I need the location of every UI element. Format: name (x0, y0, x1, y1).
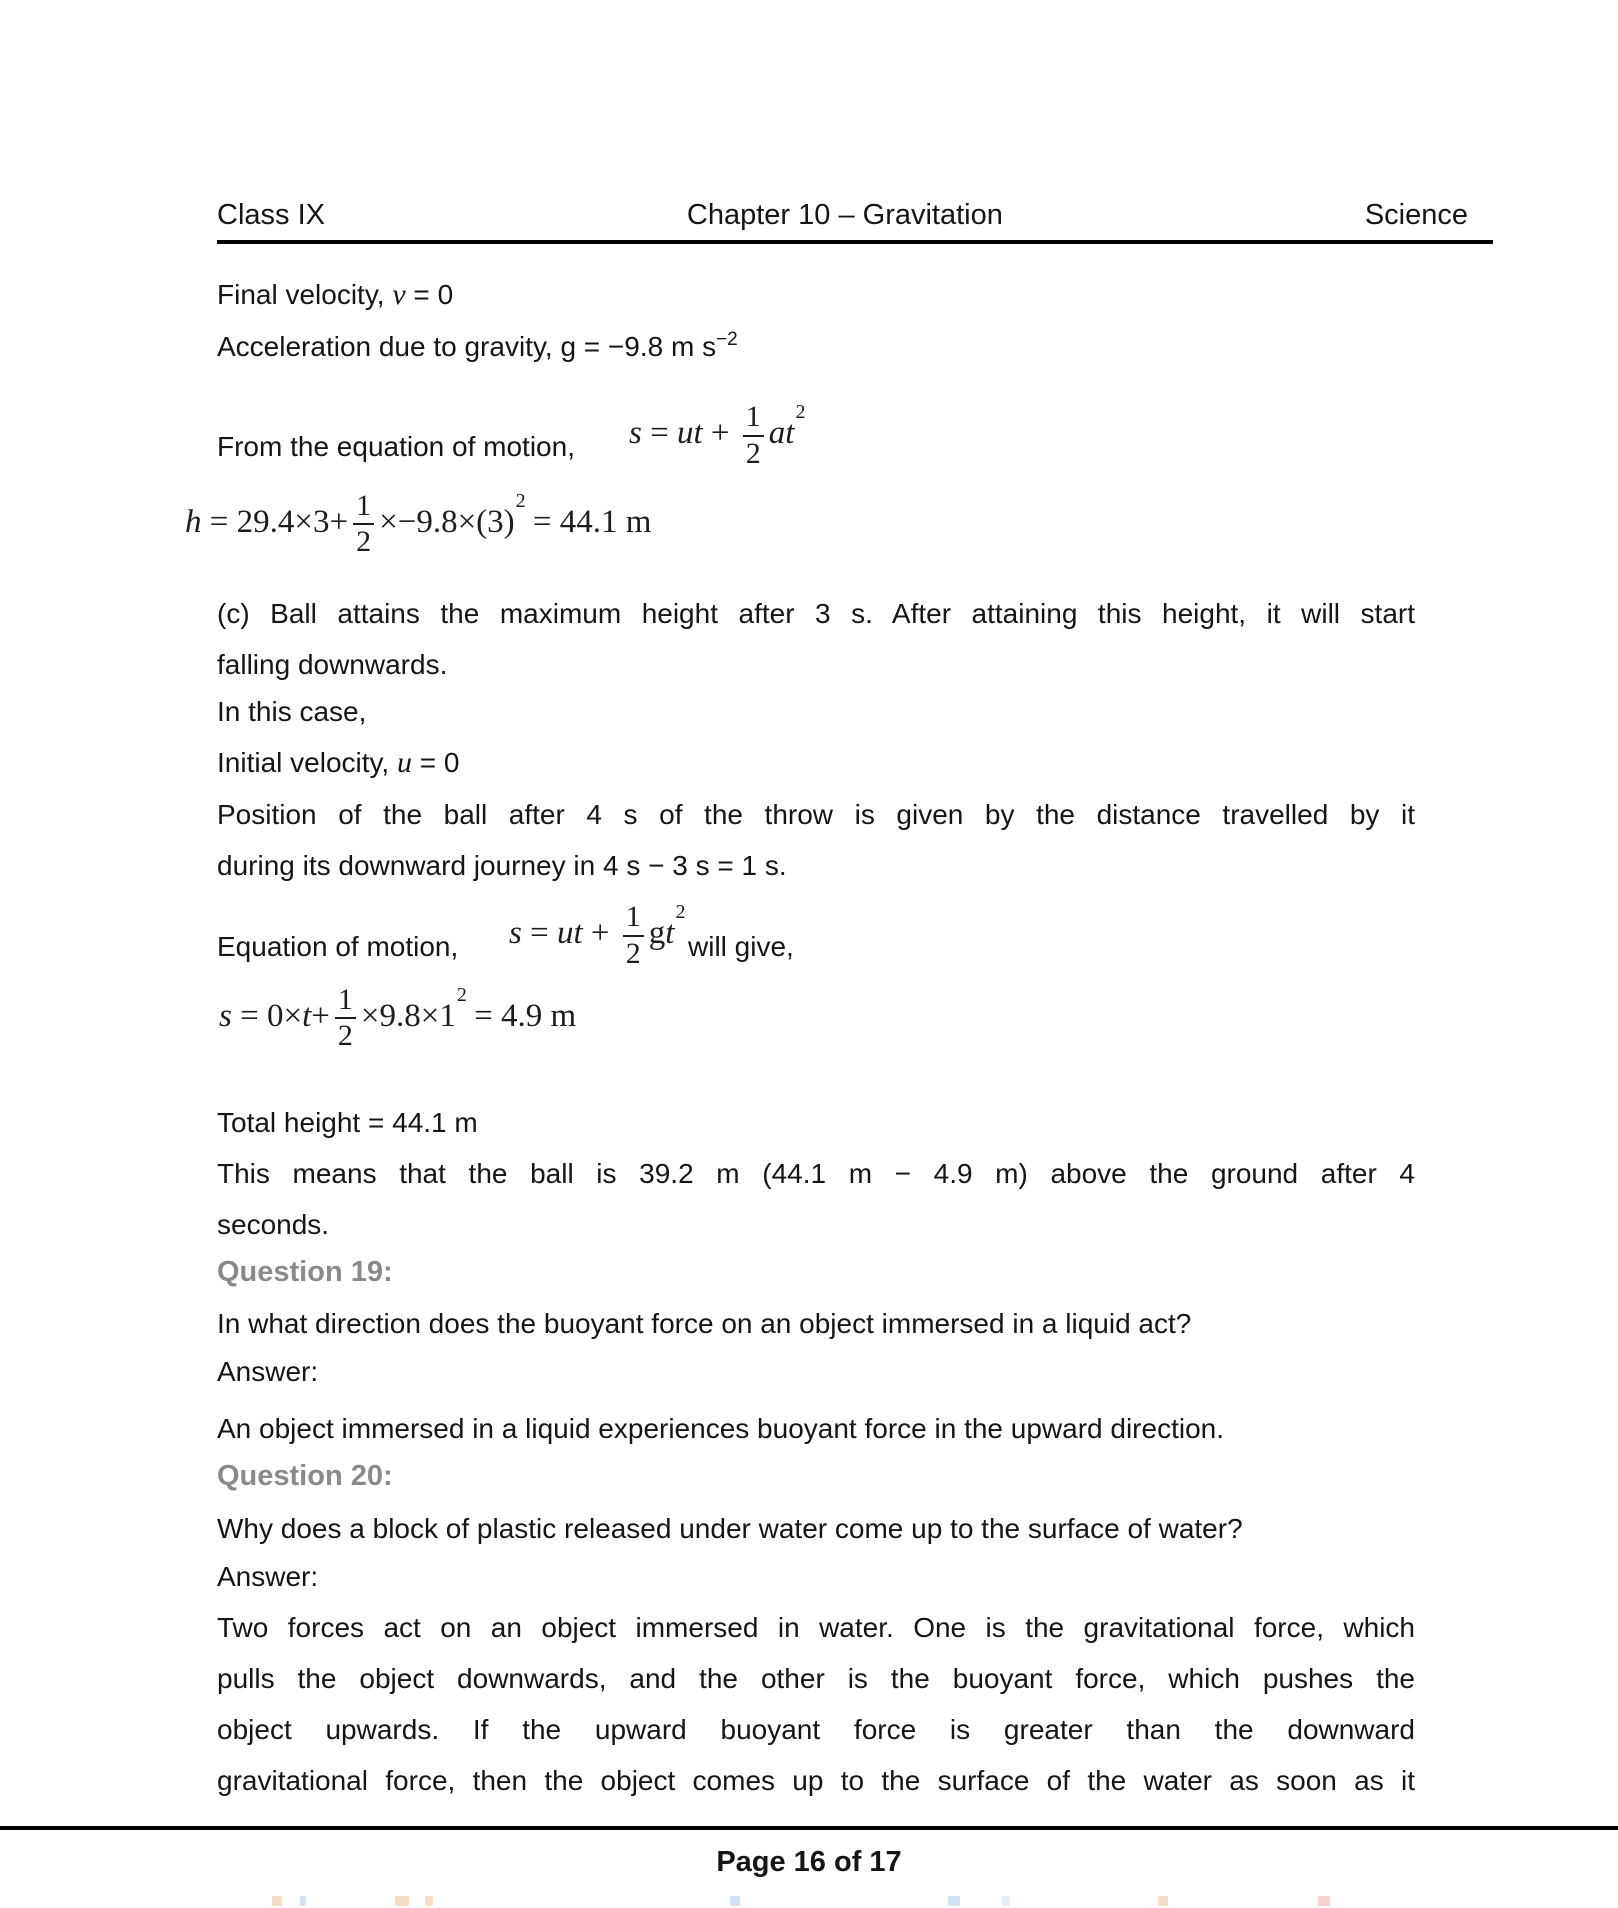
header-class-label: Class IX (217, 199, 325, 231)
watermark-fragment (425, 1896, 433, 1906)
para-acceleration (217, 321, 1415, 376)
eq-var: ut (556, 915, 583, 952)
text-line: Position of the ball after 4 s of the throw is given by the distance travelled by it (217, 799, 1415, 830)
eq-var: s (629, 415, 642, 452)
equation-row-1 (217, 388, 1415, 474)
watermark-fragment (948, 1896, 960, 1906)
watermark-fragment (300, 1896, 306, 1906)
para-total-height: Total height = 44.1 m (217, 1107, 478, 1138)
para-in-this-case: In this case, (217, 696, 367, 727)
initial-velocity-text: Initial velocity, (217, 747, 397, 778)
watermark-fragment (1158, 1896, 1168, 1906)
question-20-heading: Question 20: (217, 1460, 393, 1492)
eq-var: ut (676, 415, 703, 452)
eq-var: at (768, 415, 795, 452)
acceleration-text: Acceleration due to gravity, g = −9.8 m s (217, 331, 717, 362)
question-19-heading: Question 19: (217, 1256, 393, 1288)
para-this-means (217, 1148, 1415, 1250)
eq-exponent: 2 (456, 983, 467, 1006)
text-line: seconds. (217, 1209, 330, 1240)
initial-velocity-value: = 0 (412, 747, 460, 778)
eq-g: g (648, 915, 666, 952)
fraction-one-half: $\frac{1}{2}$ (335, 984, 356, 1053)
text-line: pulls the object downwards, and the other is the buoyant force, which pushes the (217, 1663, 1415, 1694)
text-line: Two forces act on an object immersed in water. One is the gravitational force, which (217, 1612, 1415, 1643)
eq-op: + (702, 415, 738, 452)
fraction-one-half: $\frac{1}{2}$ (743, 401, 764, 470)
question-19-answer-label: Answer: (217, 1356, 319, 1387)
text-line: object upwards. If the upward buoyant force is greater than the downward (217, 1714, 1415, 1745)
question-20-answer-label: Answer: (217, 1561, 319, 1592)
para-initial-velocity (217, 737, 1415, 788)
equation-label: Equation of motion, (217, 931, 459, 962)
eq-op: = (521, 915, 557, 952)
eq-exponent: 2 (795, 401, 806, 424)
eq-op: ×9.8×1 (360, 997, 456, 1034)
equation-label: From the equation of motion, (217, 431, 575, 462)
para-c-ball-attains (217, 588, 1415, 690)
para-position (217, 789, 1415, 891)
para-final-velocity (217, 269, 1415, 320)
eq-op: + (311, 997, 330, 1034)
watermark-fragment (272, 1896, 282, 1906)
question-19-text: In what direction does the buoyant force on an object immersed in a liquid act? (217, 1308, 1192, 1339)
eq-result: = 4.9 m (465, 997, 577, 1034)
equation-s-ut-gt (509, 901, 684, 970)
text-line: (c) Ball attains the maximum height after 3 s. After attaining this height, it will start (217, 598, 1415, 629)
watermark-fragment (1318, 1896, 1330, 1906)
equation-suffix: will give, (688, 931, 794, 962)
question-20-text: Why does a block of plastic released under water come up to the surface of water? (217, 1513, 1243, 1544)
eq-op: + (582, 915, 618, 952)
equation-s-ut-at (629, 401, 804, 470)
eq-exponent: 2 (675, 901, 686, 924)
text-line: during its downward journey in 4 s − 3 s = 1 s. (217, 850, 787, 881)
final-velocity-text: Final velocity, (217, 279, 393, 310)
eq-op: = 29.4×3+ (201, 503, 349, 540)
eq-op: ×−9.8×(3) (379, 503, 515, 540)
eq-var: s (219, 997, 232, 1034)
page-number: Page 16 of 17 (716, 1846, 902, 1878)
eq-result: = 44.1 m (524, 503, 652, 540)
equation-distance (219, 984, 576, 1053)
eq-var: h (185, 503, 202, 540)
watermark-fragment (730, 1896, 740, 1906)
question-19-answer: An object immersed in a liquid experiences buoyant force in the upward direction. (217, 1413, 1225, 1444)
fraction-one-half: $\frac{1}{2}$ (353, 490, 374, 559)
eq-var: t (665, 915, 675, 952)
header-chapter-title: Chapter 10 – Gravitation (686, 199, 1003, 231)
page-header (217, 196, 1493, 244)
question-20-answer (217, 1602, 1415, 1806)
text-line: falling downwards. (217, 649, 448, 680)
velocity-variable: u (397, 746, 412, 779)
eq-op: = (641, 415, 677, 452)
eq-exponent: 2 (515, 489, 526, 512)
watermark-cutoff (0, 1896, 1618, 1908)
eq-var: s (509, 915, 522, 952)
velocity-variable: v (392, 278, 406, 311)
fraction-one-half: $\frac{1}{2}$ (623, 901, 644, 970)
watermark-fragment (1002, 1896, 1010, 1906)
eq-op: = 0× (231, 997, 303, 1034)
text-line: gravitational force, then the object comes up to the surface of the water as soon as it (217, 1765, 1415, 1796)
final-velocity-value: = 0 (405, 279, 454, 310)
equation-row-2 (217, 888, 1415, 974)
footer-rule (0, 1826, 1618, 1830)
eq-var: t (302, 997, 312, 1034)
header-subject-label: Science (1364, 199, 1468, 231)
text-line: This means that the ball is 39.2 m (44.1 m − 4.9 m) above the ground after 4 (217, 1158, 1415, 1189)
exponent-superscript: −2 (716, 329, 738, 350)
watermark-fragment (395, 1896, 409, 1906)
equation-height (185, 490, 651, 559)
